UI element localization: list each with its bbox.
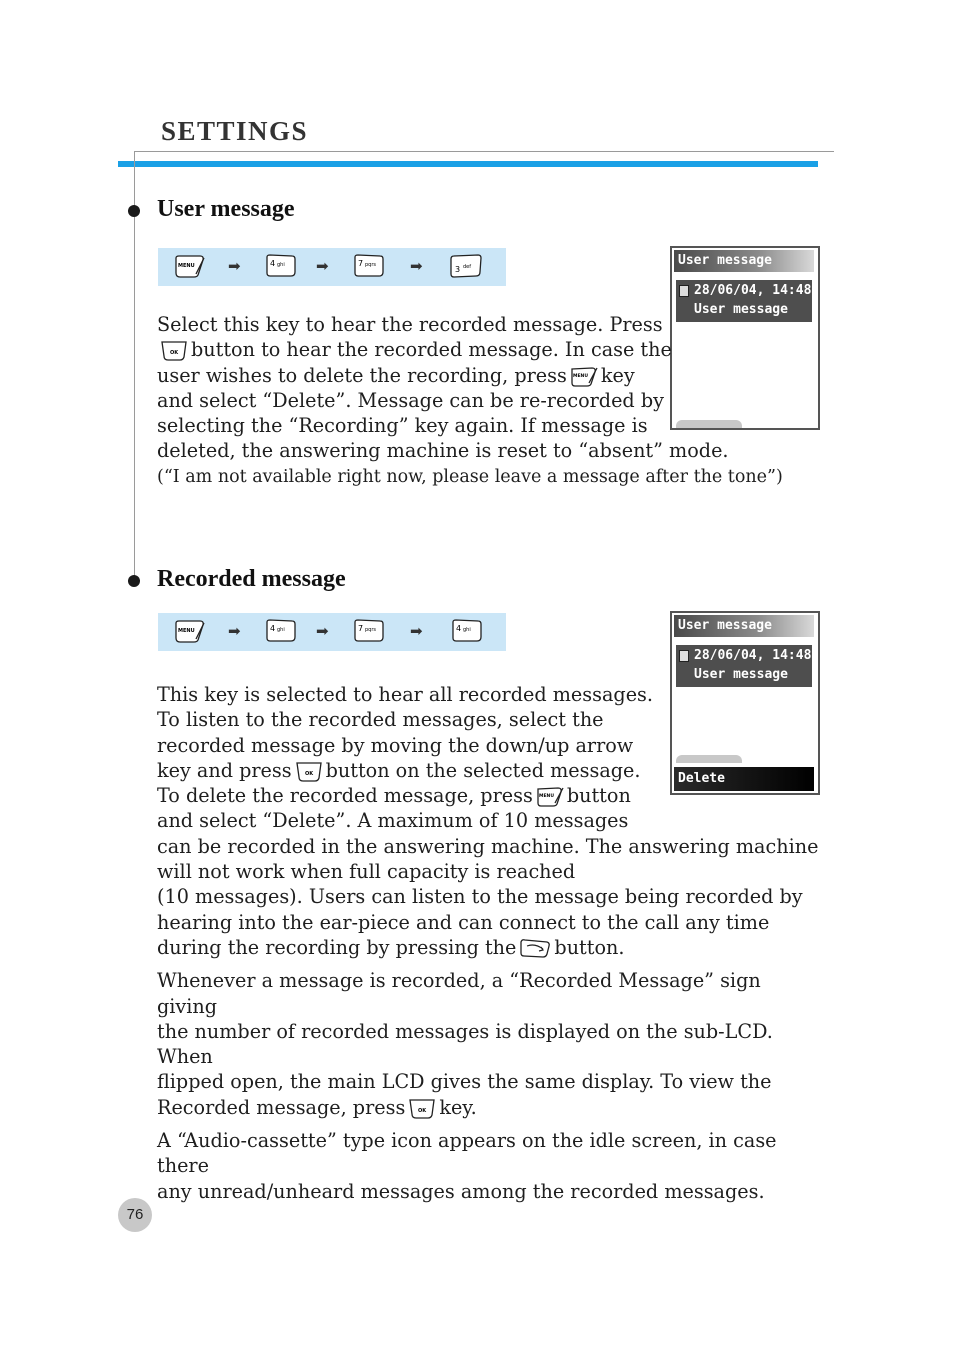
section-heading-user-message: User message (157, 196, 295, 222)
bullet-icon (128, 575, 140, 587)
key-sequence-bar (158, 248, 506, 286)
menu-key-icon (536, 785, 564, 807)
svg-text:3: 3 (455, 265, 461, 274)
menu-key-icon (174, 619, 206, 643)
message-date: 28/06/04, 14:48 (694, 648, 812, 663)
softkey-delete: Delete (674, 767, 814, 791)
message-date: 28/06/04, 14:48 (694, 283, 812, 298)
section-heading-recorded-message: Recorded message (157, 566, 346, 592)
arrow-icon: ➡ (228, 257, 241, 275)
key-7-icon (352, 619, 384, 643)
page-title: SETTINGS (161, 116, 309, 146)
svg-text:pqrs: pqrs (365, 627, 377, 633)
cassette-icon (679, 650, 689, 662)
screen-title: User message (674, 250, 814, 272)
page-number: 76 (118, 1198, 152, 1232)
svg-text:MENU: MENU (178, 628, 195, 634)
svg-text:MENU: MENU (178, 263, 195, 269)
svg-text:4: 4 (270, 624, 276, 633)
message-entry (676, 645, 812, 687)
svg-text:ghi: ghi (277, 627, 285, 633)
call-key-icon (519, 937, 551, 959)
key-sequence-bar (158, 613, 506, 651)
key-3-icon (450, 254, 482, 278)
screen-title: User message (674, 615, 814, 637)
recorded-message-description: This key is selected to hear all recorded messages. To listen to the recorded messages, select the recorded message by moving the down/up arrow key and press OK button on the selected message. To delete the recorded message, press MENU button and select “Delete”. A maximum of 10 messages can be recorded in the answering machine. The answering machine will not work when full capacity is reached (10 messages). Users can listen to the message being recorded by hearing into the ear-piece and can connect to the call any time during the recording by pressing the button. Whenever a message is recorded, a “Recorded Message” sign giving the number of recorded messages is displayed on the sub-LCD. When flipped open, the main LCD gives the same display. To view the Recorded message, press OK key. A “Audio-cassette” type icon appears on the idle screen, in case there any unread/unheard messages among the recorded messages. (157, 683, 819, 1203)
arrow-icon: ➡ (410, 257, 423, 275)
message-label: User message (694, 667, 788, 682)
ok-key-icon (295, 760, 323, 782)
message-label: User message (694, 302, 788, 317)
absent-message-quote: (“I am not available right now, please leave a message after the tone”) (157, 466, 783, 487)
arrow-icon: ➡ (316, 257, 329, 275)
svg-text:OK: OK (170, 350, 179, 357)
svg-text:ghi: ghi (463, 627, 471, 633)
svg-text:4: 4 (456, 624, 462, 633)
menu-key-icon (174, 254, 206, 278)
svg-text:4: 4 (270, 259, 276, 268)
key-4-icon (450, 619, 482, 643)
arrow-icon: ➡ (316, 622, 329, 640)
ok-key-icon (160, 339, 188, 361)
key-4-icon (264, 619, 296, 643)
svg-text:pqrs: pqrs (365, 262, 377, 268)
bullet-icon (128, 205, 140, 217)
svg-text:ghi: ghi (277, 262, 285, 268)
menu-key-icon (570, 365, 598, 387)
header-accent-bar (118, 161, 818, 167)
header-rule (134, 151, 834, 152)
user-message-description: Select this key to hear the recorded message. Press OK button to hear the recorded message. In case the user wishes to delete the recording, press MENU key and select “Delete”. Message can be re-recorded by selecting the “Recording” key again. If message is deleted, the answering machine is reset to “absent” mode. (“I am not available right now, please leave a message after the tone”) (157, 312, 822, 490)
svg-text:MENU: MENU (538, 794, 554, 800)
svg-text:MENU: MENU (572, 373, 588, 379)
arrow-icon: ➡ (410, 622, 423, 640)
svg-text:def: def (463, 264, 472, 270)
arrow-icon: ➡ (228, 622, 241, 640)
ok-key-icon (408, 1097, 436, 1119)
cassette-icon (679, 285, 689, 297)
svg-text:7: 7 (358, 259, 364, 268)
svg-text:OK: OK (418, 1107, 427, 1114)
svg-text:7: 7 (358, 624, 364, 633)
svg-text:OK: OK (304, 770, 313, 777)
key-4-icon (264, 254, 296, 278)
key-7-icon (352, 254, 384, 278)
